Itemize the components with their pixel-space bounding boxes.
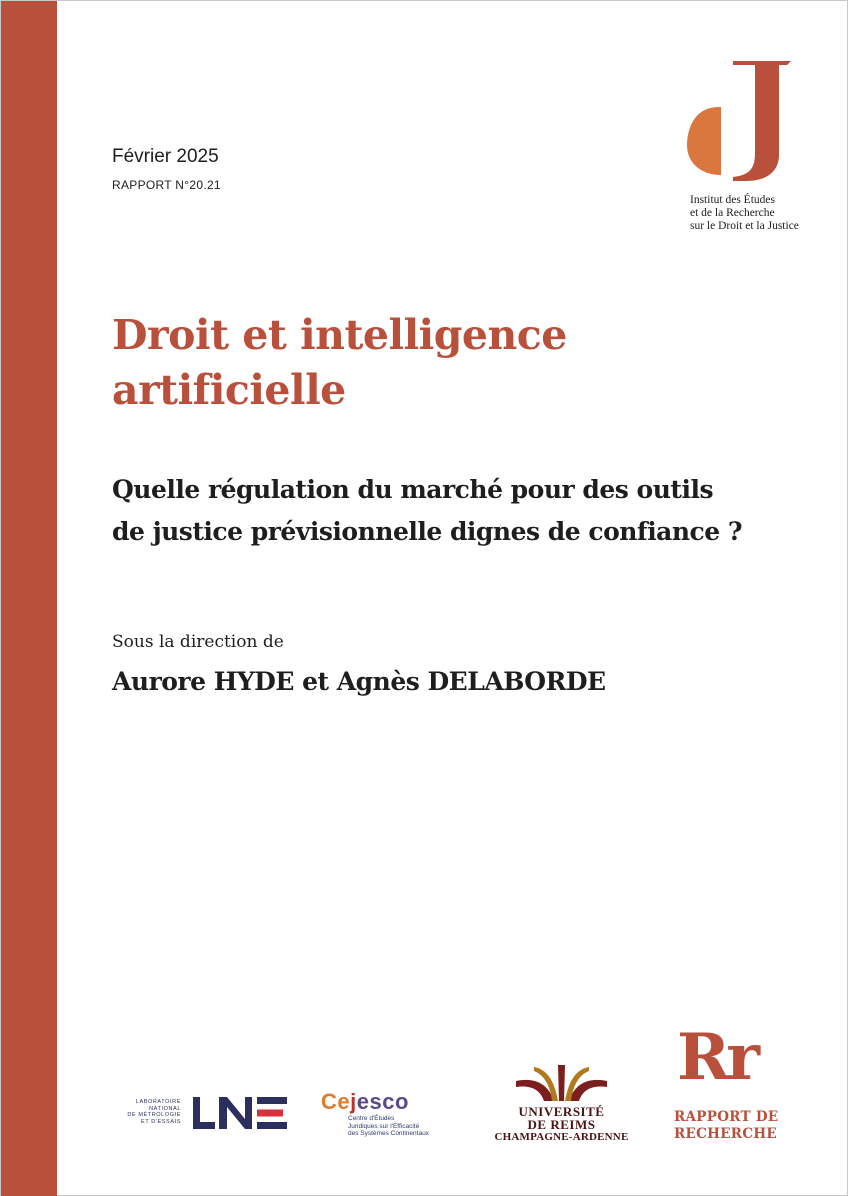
institute-name <box>690 194 799 233</box>
urca-text-line: UNIVERSITÉ <box>518 1104 605 1119</box>
urca-text-line: DE REIMS <box>527 1117 596 1132</box>
cejesco-subtitle-line: Juridiques sur l'Efficacité <box>348 1122 420 1130</box>
rr-mark: Rr <box>677 1020 756 1095</box>
cejesco-subtitle <box>348 1115 429 1138</box>
urca-text-line: CHAMPAGNE-ARDENNE <box>494 1131 629 1143</box>
lne-text-line: NATIONAL <box>149 1105 181 1112</box>
urca-emblem <box>514 1063 609 1103</box>
logo-j-shape <box>733 61 791 181</box>
rapport-recherche-caption <box>674 1109 778 1143</box>
side-color-band <box>1 1 57 1196</box>
cejesco-part: esco <box>356 1089 409 1114</box>
lne-mark <box>191 1093 291 1133</box>
institute-logo <box>683 59 793 184</box>
cejesco-wordmark <box>321 1089 409 1115</box>
authors: Aurore HYDE et Agnès DELABORDE <box>112 667 606 696</box>
report-number: RAPPORT N°20.21 <box>112 178 221 192</box>
report-title: Droit et intelligence artificielle <box>112 311 567 414</box>
institute-name-line: sur le Droit et la Justice <box>690 220 799 232</box>
lne-text-line: LABORATOIRE <box>135 1099 181 1105</box>
institute-name-line: Institut des Études <box>690 194 775 206</box>
cejesco-subtitle-line: Centre d'Études <box>348 1115 395 1122</box>
report-subtitle: Quelle régulation du marché pour des outils de justice prévisionnelle dignes de confiance ? <box>112 475 743 546</box>
rr-caption-line: RECHERCHE <box>674 1126 778 1142</box>
report-date: Février 2025 <box>112 146 219 167</box>
cejesco-logo <box>321 1089 461 1139</box>
rapport-recherche-logo <box>677 1020 797 1095</box>
cejesco-subtitle-line: des Systèmes Continentaux <box>348 1130 429 1137</box>
cejesco-part: j <box>350 1089 357 1114</box>
institute-name-line: et de la Recherche <box>690 207 775 219</box>
cejesco-part: Ce <box>321 1089 351 1114</box>
lne-text <box>121 1099 181 1125</box>
lne-text-line: DE MÉTROLOGIE <box>127 1112 181 1118</box>
rr-caption-line: RAPPORT DE <box>674 1109 779 1125</box>
lne-logo <box>121 1093 291 1133</box>
urca-logo <box>489 1063 634 1153</box>
lne-text-line: ET D'ESSAIS <box>141 1118 181 1125</box>
urca-text <box>489 1105 634 1144</box>
direction-label: Sous la direction de <box>112 632 284 652</box>
logo-d-shape <box>687 107 721 175</box>
